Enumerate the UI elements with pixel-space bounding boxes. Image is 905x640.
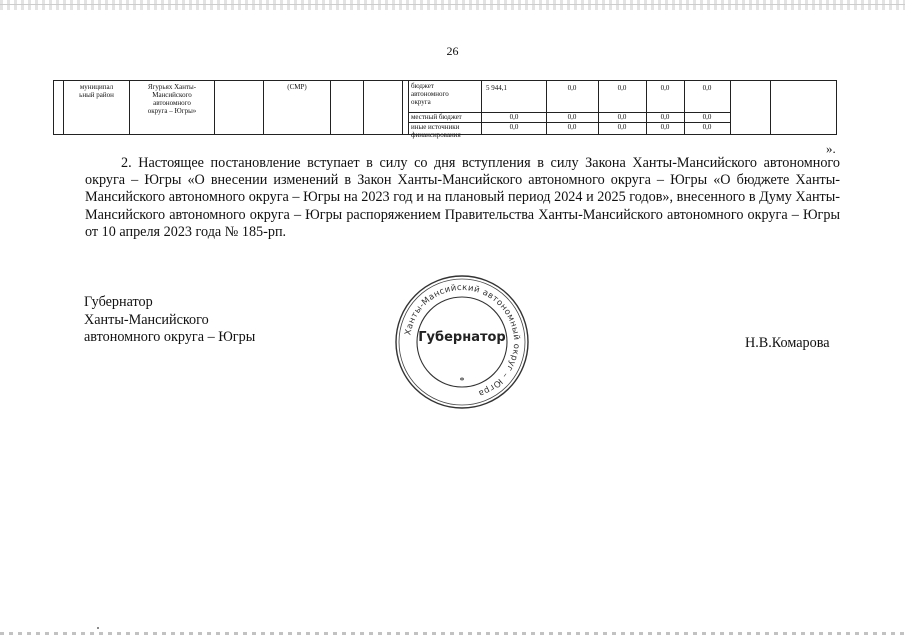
page-number: 26 bbox=[446, 44, 459, 58]
signatory-position bbox=[84, 294, 255, 347]
table-row-source: местный бюджет bbox=[411, 113, 462, 121]
table-cell-value: 0,0 bbox=[509, 123, 519, 131]
table-cell-value: 0,0 bbox=[567, 113, 577, 121]
table-cell-type: (СМР) bbox=[287, 83, 307, 91]
table-cell-value: 0,0 bbox=[660, 123, 670, 131]
table-cell-value: 0,0 bbox=[702, 84, 712, 92]
table-row-source: бюджет автономного округа bbox=[411, 82, 449, 106]
table-cell-value: 0,0 bbox=[660, 84, 670, 92]
table-cell-value: 0,0 bbox=[567, 123, 577, 131]
stamp-ring-text: Ханты-Мансийский автономный округ – Югра bbox=[403, 282, 522, 399]
budget-table-fragment bbox=[53, 80, 837, 139]
table-cell-value: 0,0 bbox=[702, 123, 712, 131]
closing-quote: ». bbox=[826, 141, 836, 156]
table-cell-value: 0,0 bbox=[509, 113, 519, 121]
paragraph-effective-date: 2. Настоящее постановление вступает в силу со дня вступления в силу Закона Ханты-Мансийского автономного округа – Югры «О внесении изменений в Закон Ханты-Мансийского автономного округа – Югры «О бюджете Ханты-Мансийского автономного округа – Югры на 2023 год и на плановый период 2024 и 2025 годов», внесенного в Думу Ханты-Мансийского автономного округа – Югры распоряжением Правительства Ханты-Мансийского автономного округа – Югры от 10 апреля 2023 года № 185-рп. bbox=[85, 155, 840, 240]
table-cell-value: 0,0 bbox=[702, 113, 712, 121]
table-cell-value: 0,0 bbox=[617, 84, 627, 92]
table-cell-region: муниципал ьный район bbox=[79, 83, 114, 99]
scan-speck bbox=[97, 627, 99, 629]
signatory-position-line: автономного округа – Югры bbox=[84, 329, 256, 346]
table-cell-value: 0,0 bbox=[617, 113, 627, 121]
table-cell-value: 5 944,1 bbox=[486, 84, 507, 92]
signatory-name: Н.В.Комарова bbox=[745, 335, 830, 351]
table-cell-place: Ягурьях Ханты- Мансийского автономного округа – Югры» bbox=[147, 83, 197, 115]
table-cell-value: 0,0 bbox=[660, 113, 670, 121]
official-stamp bbox=[392, 272, 532, 412]
scan-edge-top bbox=[0, 0, 905, 10]
signatory-position-line: Губернатор bbox=[84, 294, 153, 310]
table-cell-value: 0,0 bbox=[617, 123, 627, 131]
table-cell-value: 0,0 bbox=[567, 84, 577, 92]
table-row-source: иные источники финансирования bbox=[411, 123, 461, 139]
signatory-position-line: Ханты-Мансийского bbox=[84, 311, 209, 328]
stamp-star: * bbox=[459, 376, 465, 387]
stamp-center-text: Губернатор bbox=[418, 330, 506, 345]
scan-edge-bottom bbox=[0, 632, 905, 635]
